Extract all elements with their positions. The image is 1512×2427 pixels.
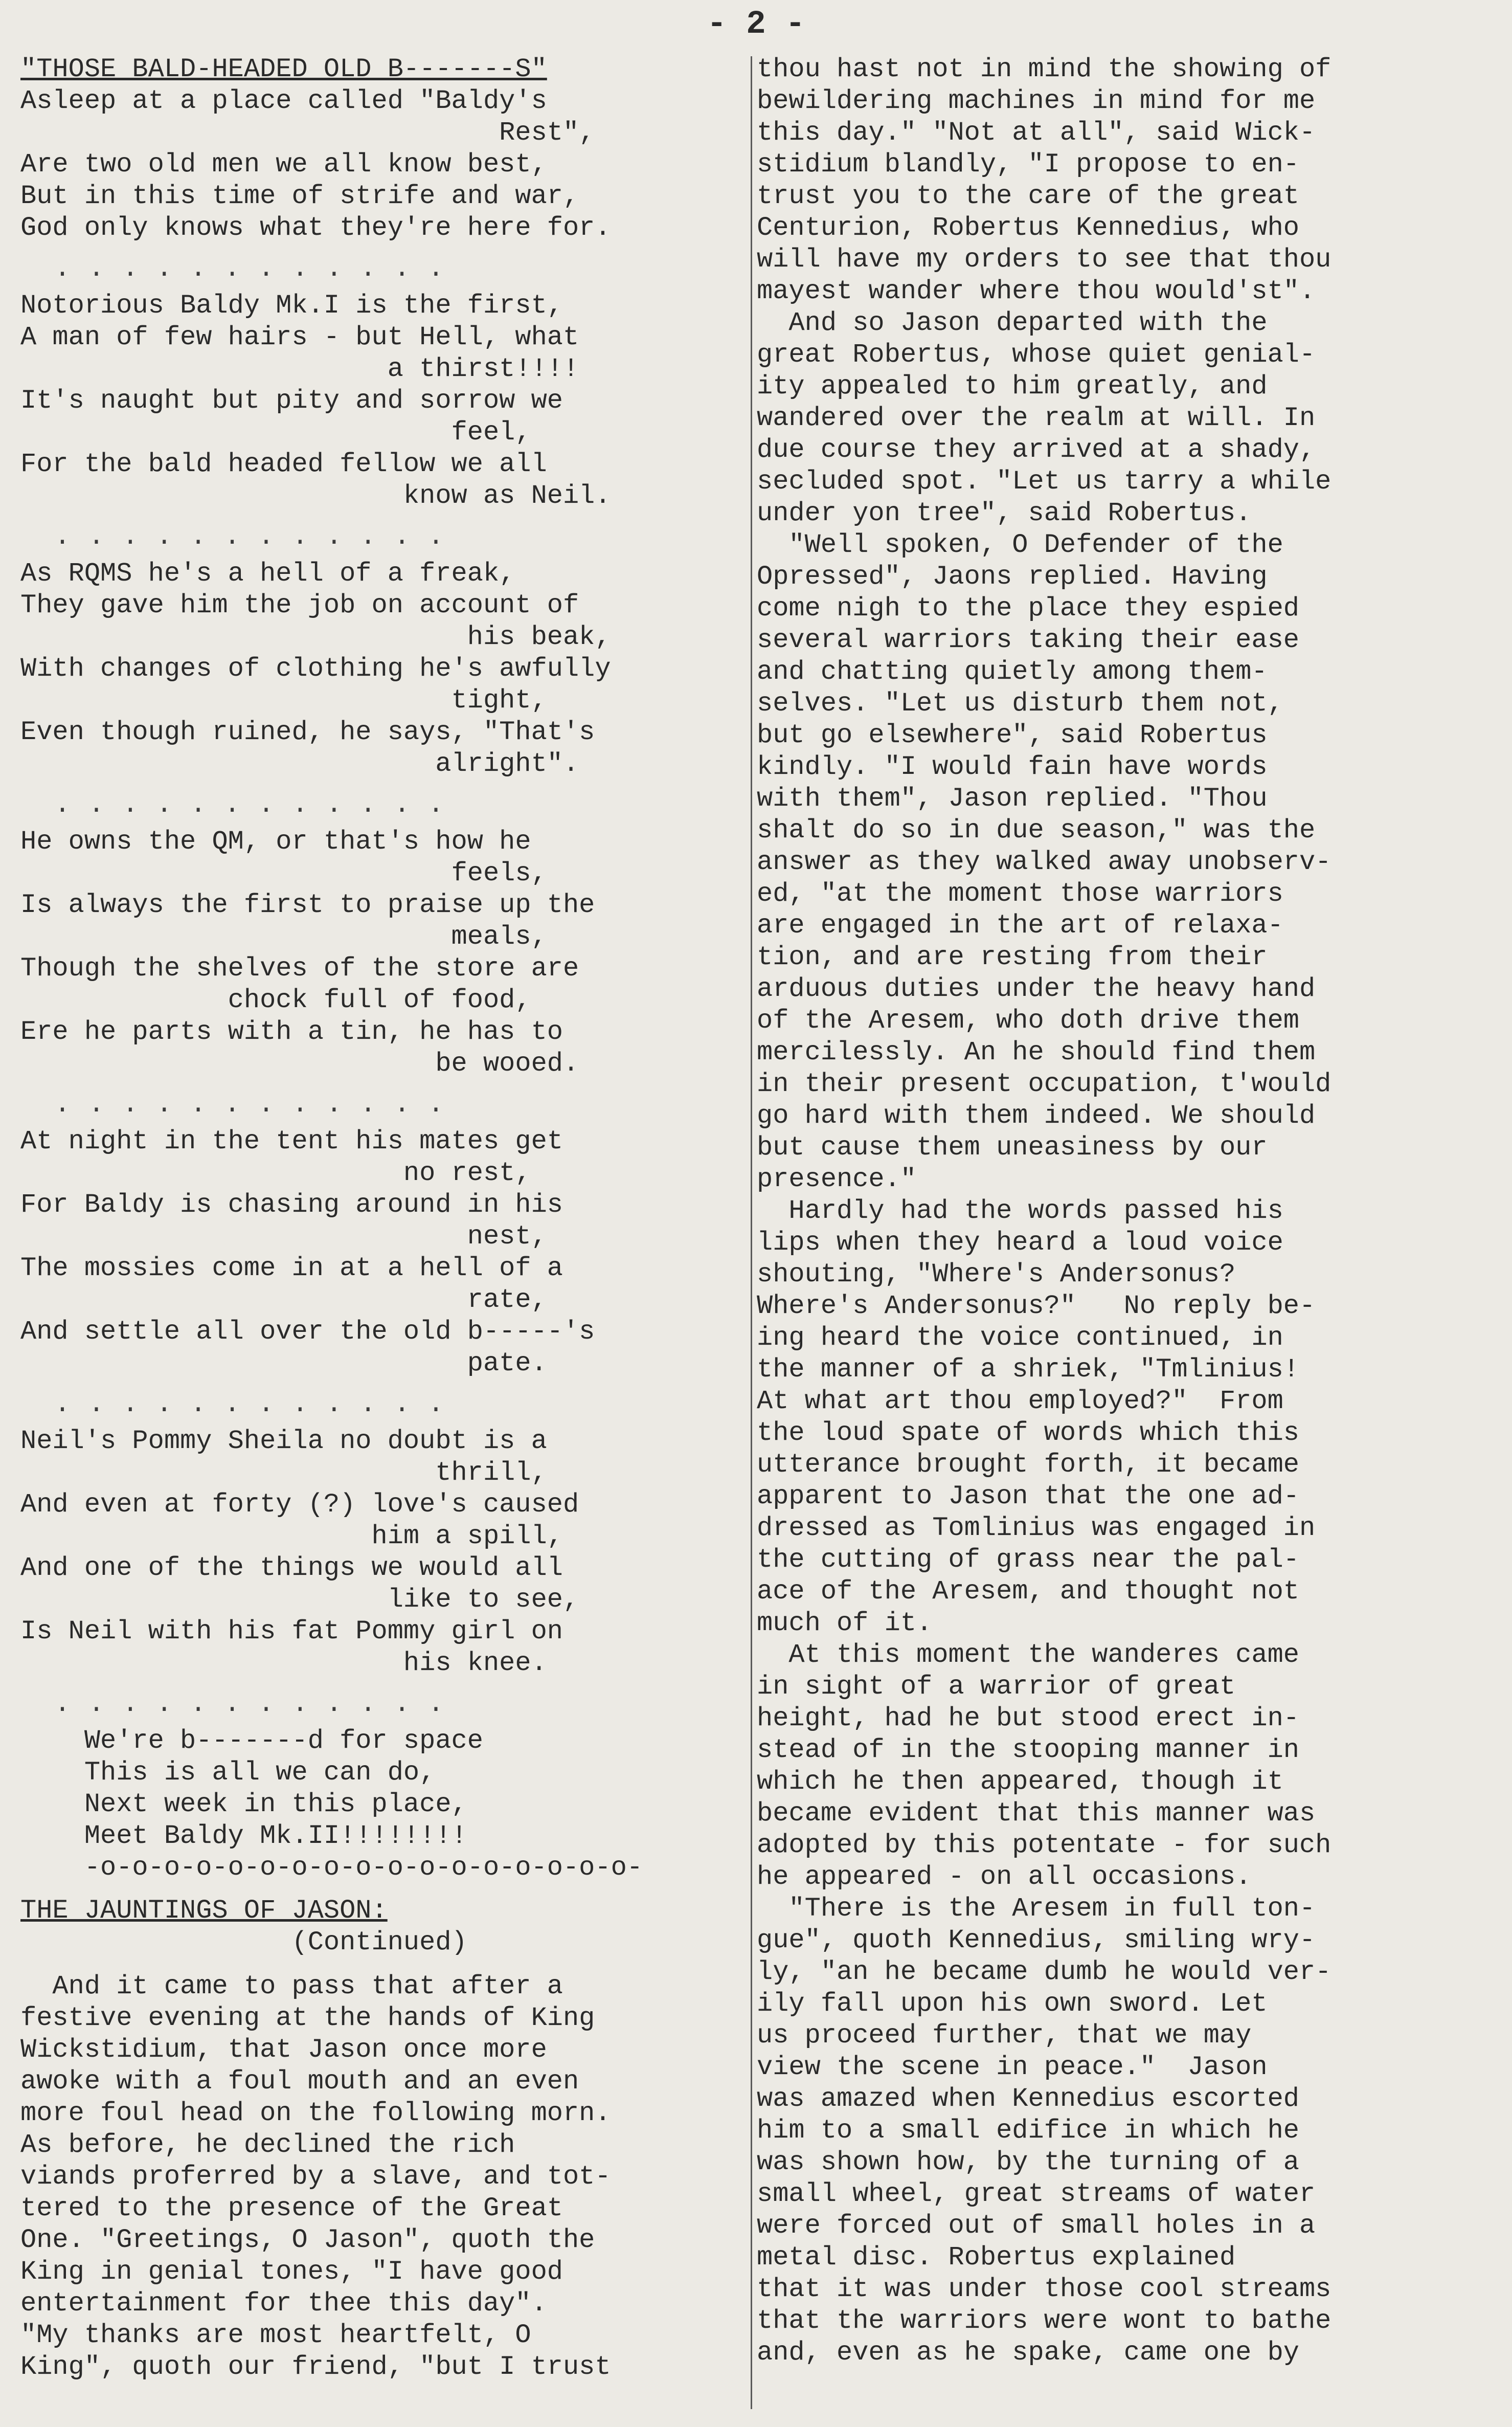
- text-line: but go elsewhere", said Robertus: [757, 720, 1268, 750]
- text-line: tion, and are resting from their: [757, 942, 1268, 972]
- text-line: But in this time of strife and war,: [20, 181, 579, 211]
- left-column: [20, 54, 741, 2383]
- text-line: ing heard the voice continued, in: [757, 1323, 1283, 1353]
- text-line: Is Neil with his fat Pommy girl on: [20, 1616, 563, 1646]
- text-line: Asleep at a place called "Baldy's: [20, 86, 547, 116]
- right-column: [757, 54, 1493, 2369]
- text-line: go hard with them indeed. We should: [757, 1101, 1316, 1131]
- text-line: several warriors taking their ease: [757, 625, 1299, 655]
- text-line: arduous duties under the heavy hand: [757, 974, 1316, 1004]
- text-line: "Well spoken, O Defender of the: [757, 530, 1283, 560]
- story-text-left: [20, 1971, 741, 2383]
- text-line: bewildering machines in mind for me: [757, 86, 1316, 116]
- stanza-separator: . . . . . . . . . . . .: [20, 1689, 445, 1719]
- text-line: that the warriors were wont to bathe: [757, 2306, 1332, 2336]
- text-line: Notorious Baldy Mk.I is the first,: [20, 291, 563, 321]
- section-divider: -o-o-o-o-o-o-o-o-o-o-o-o-o-o-o-o-o-: [20, 1853, 643, 1883]
- poem-stanza-2: [20, 558, 741, 780]
- poem-stanza-5: [20, 1426, 741, 1679]
- text-line: At what art thou employed?" From: [757, 1386, 1283, 1416]
- text-line: stead of in the stooping manner in: [757, 1735, 1299, 1765]
- text-line: entertainment for thee this day".: [20, 2288, 547, 2319]
- text-line: the manner of a shriek, "Tmlinius!: [757, 1354, 1299, 1385]
- text-line: shalt do so in due season," was the: [757, 815, 1316, 845]
- text-line: Neil's Pommy Sheila no doubt is a: [20, 1426, 547, 1456]
- text-line: trust you to the care of the great: [757, 181, 1299, 211]
- text-line: And so Jason departed with the: [757, 308, 1268, 338]
- text-line: us proceed further, that we may: [757, 2020, 1252, 2051]
- text-line: the loud spate of words which this: [757, 1418, 1299, 1448]
- text-line: apparent to Jason that the one ad-: [757, 1481, 1299, 1511]
- stanza-separator: . . . . . . . . . . . .: [20, 790, 445, 820]
- text-line: Where's Andersonus?" No reply be-: [757, 1291, 1316, 1321]
- text-line: ity appealed to him greatly, and: [757, 371, 1268, 402]
- text-line: of the Aresem, who doth drive them: [757, 1006, 1299, 1036]
- text-line: mayest wander where thou would'st".: [757, 276, 1316, 306]
- text-line: Centurion, Robertus Kennedius, who: [757, 213, 1299, 243]
- text-line: awoke with a foul mouth and an even: [20, 2066, 579, 2097]
- text-line: due course they arrived at a shady,: [757, 435, 1316, 465]
- poem-closing: [20, 1725, 741, 1852]
- poem-stanza-3: [20, 826, 741, 1080]
- text-line: were forced out of small holes in a: [757, 2211, 1316, 2241]
- text-line: He owns the QM, or that's how he: [20, 827, 531, 857]
- text-line: gue", quoth Kennedius, smiling wry-: [757, 1925, 1316, 1955]
- text-line: selves. "Let us disturb them not,: [757, 688, 1283, 719]
- text-line: viands proferred by a slave, and tot-: [20, 2162, 611, 2192]
- text-line: ace of the Aresem, and thought not: [757, 1576, 1299, 1607]
- poem-title: "THOSE BALD-HEADED OLD B-------S": [20, 54, 547, 84]
- text-line: meals,: [20, 922, 547, 952]
- text-line: dressed as Tomlinius was engaged in: [757, 1513, 1316, 1543]
- text-line: ily fall upon his own sword. Let: [757, 1989, 1268, 2019]
- story-title: THE JAUNTINGS OF JASON:: [20, 1896, 388, 1926]
- text-line: his beak,: [20, 622, 611, 652]
- text-line: And it came to pass that after a: [20, 1971, 563, 2001]
- text-line: For Baldy is chasing around in his: [20, 1190, 563, 1220]
- column-divider: [751, 56, 752, 2409]
- text-line: are engaged in the art of relaxa-: [757, 910, 1283, 941]
- text-line: God only knows what they're here for.: [20, 213, 611, 243]
- text-line: Though the shelves of the store are: [20, 953, 579, 984]
- text-line: ly, "an he became dumb he would ver-: [757, 1957, 1332, 1987]
- text-line: a thirst!!!!: [20, 354, 579, 384]
- text-line: be wooed.: [20, 1049, 579, 1079]
- text-line: thrill,: [20, 1458, 547, 1488]
- text-line: A man of few hairs - but Hell, what: [20, 322, 579, 352]
- text-line: this day." "Not at all", said Wick-: [757, 118, 1316, 148]
- text-line: Are two old men we all know best,: [20, 149, 547, 180]
- text-line: know as Neil.: [20, 481, 611, 511]
- text-line: As before, he declined the rich: [20, 2130, 515, 2160]
- text-line: in their present occupation, t'would: [757, 1069, 1332, 1099]
- text-line: For the bald headed fellow we all: [20, 449, 547, 479]
- page-number: - 2 -: [707, 6, 805, 43]
- stanza-separator: . . . . . . . . . . . .: [20, 1089, 445, 1120]
- text-line: It's naught but pity and sorrow we: [20, 386, 563, 416]
- text-line: come nigh to the place they espied: [757, 593, 1299, 624]
- text-line: Even though ruined, he says, "That's: [20, 717, 595, 747]
- text-line: stidium blandly, "I propose to en-: [757, 149, 1299, 180]
- text-line: was amazed when Kennedius escorted: [757, 2084, 1299, 2114]
- text-line: Wickstidium, that Jason once more: [20, 2035, 547, 2065]
- text-line: One. "Greetings, O Jason", quoth the: [20, 2225, 595, 2255]
- text-line: his knee.: [20, 1648, 547, 1678]
- text-line: under yon tree", said Robertus.: [757, 498, 1252, 528]
- text-line: and, even as he spake, came one by: [757, 2337, 1299, 2368]
- text-line: mercilessly. An he should find them: [757, 1037, 1316, 1067]
- text-line: no rest,: [20, 1158, 531, 1188]
- text-line: feels,: [20, 858, 547, 888]
- text-line: "My thanks are most heartfelt, O: [20, 2320, 531, 2350]
- stanza-separator: . . . . . . . . . . . .: [20, 522, 445, 552]
- story-subtitle: (Continued): [20, 1927, 467, 1957]
- text-line: presence.": [757, 1164, 917, 1194]
- text-line: small wheel, great streams of water: [757, 2179, 1316, 2209]
- text-line: became evident that this manner was: [757, 1798, 1316, 1829]
- text-line: lips when they heard a loud voice: [757, 1228, 1283, 1258]
- text-line: kindly. "I would fain have words: [757, 752, 1268, 782]
- text-line: great Robertus, whose quiet genial-: [757, 340, 1316, 370]
- text-line: Hardly had the words passed his: [757, 1196, 1283, 1226]
- text-line: height, had he but stood erect in-: [757, 1703, 1299, 1733]
- text-line: ed, "at the moment those warriors: [757, 879, 1283, 909]
- text-line: nest,: [20, 1221, 547, 1252]
- text-line: adopted by this potentate - for such: [757, 1830, 1332, 1860]
- poem-stanza-1: [20, 290, 741, 512]
- text-line: This is all we can do,: [20, 1757, 436, 1788]
- text-line: utterance brought forth, it became: [757, 1450, 1299, 1480]
- text-line: The mossies come in at a hell of a: [20, 1253, 563, 1283]
- poem-stanza-4: [20, 1126, 741, 1379]
- text-line: he appeared - on all occasions.: [757, 1862, 1252, 1892]
- text-line: the cutting of grass near the pal-: [757, 1545, 1299, 1575]
- text-line: And one of the things we would all: [20, 1553, 563, 1583]
- text-line: They gave him the job on account of: [20, 590, 579, 620]
- text-line: At night in the tent his mates get: [20, 1126, 563, 1156]
- text-line: which he then appeared, though it: [757, 1767, 1283, 1797]
- text-line: more foul head on the following morn.: [20, 2098, 611, 2128]
- text-line: tered to the presence of the Great: [20, 2193, 563, 2223]
- text-line: "There is the Aresem in full ton-: [757, 1894, 1316, 1924]
- text-line: And even at forty (?) love's caused: [20, 1489, 579, 1520]
- text-line: festive evening at the hands of King: [20, 2003, 595, 2033]
- text-line: will have my orders to see that thou: [757, 244, 1332, 275]
- text-line: chock full of food,: [20, 985, 531, 1015]
- text-line: with them", Jason replied. "Thou: [757, 784, 1268, 814]
- text-line: Next week in this place,: [20, 1789, 467, 1819]
- text-line: was shown how, by the turning of a: [757, 2147, 1299, 2177]
- text-line: shouting, "Where's Andersonus?: [757, 1259, 1236, 1289]
- stanza-separator: . . . . . . . . . . . .: [20, 1389, 445, 1419]
- text-line: Ere he parts with a tin, he has to: [20, 1017, 563, 1047]
- text-line: him to a small edifice in which he: [757, 2116, 1299, 2146]
- text-line: rate,: [20, 1285, 547, 1315]
- text-line: secluded spot. "Let us tarry a while: [757, 466, 1332, 497]
- text-line: answer as they walked away unobserv-: [757, 847, 1332, 877]
- poem-intro: [20, 85, 741, 244]
- text-line: pate.: [20, 1348, 547, 1378]
- text-line: With changes of clothing he's awfully: [20, 654, 611, 684]
- text-line: King", quoth our friend, "but I trust: [20, 2352, 611, 2382]
- text-line: tight,: [20, 685, 547, 716]
- text-line: Meet Baldy Mk.II!!!!!!!!: [20, 1821, 467, 1851]
- text-line: metal disc. Robertus explained: [757, 2242, 1236, 2273]
- text-line: view the scene in peace." Jason: [757, 2052, 1268, 2082]
- text-line: And settle all over the old b-----'s: [20, 1317, 595, 1347]
- text-line: King in genial tones, "I have good: [20, 2257, 563, 2287]
- text-line: thou hast not in mind the showing of: [757, 54, 1332, 84]
- text-line: that it was under those cool streams: [757, 2274, 1332, 2304]
- text-line: We're b-------d for space: [20, 1726, 483, 1756]
- text-line: and chatting quietly among them-: [757, 657, 1268, 687]
- text-line: At this moment the wanderes came: [757, 1640, 1299, 1670]
- text-line: like to see,: [20, 1585, 579, 1615]
- text-line: him a spill,: [20, 1521, 563, 1551]
- text-line: wandered over the realm at will. In: [757, 403, 1316, 433]
- text-line: Opressed", Jaons replied. Having: [757, 562, 1268, 592]
- text-line: in sight of a warrior of great: [757, 1672, 1236, 1702]
- text-line: much of it.: [757, 1608, 933, 1638]
- text-line: alright".: [20, 749, 579, 779]
- text-line: As RQMS he's a hell of a freak,: [20, 559, 515, 589]
- stanza-separator: . . . . . . . . . . . .: [20, 254, 445, 284]
- text-line: Rest",: [20, 118, 595, 148]
- text-line: feel,: [20, 417, 531, 448]
- text-line: Is always the first to praise up the: [20, 890, 595, 920]
- text-line: but cause them uneasiness by our: [757, 1132, 1268, 1163]
- story-text-right: [757, 54, 1493, 2369]
